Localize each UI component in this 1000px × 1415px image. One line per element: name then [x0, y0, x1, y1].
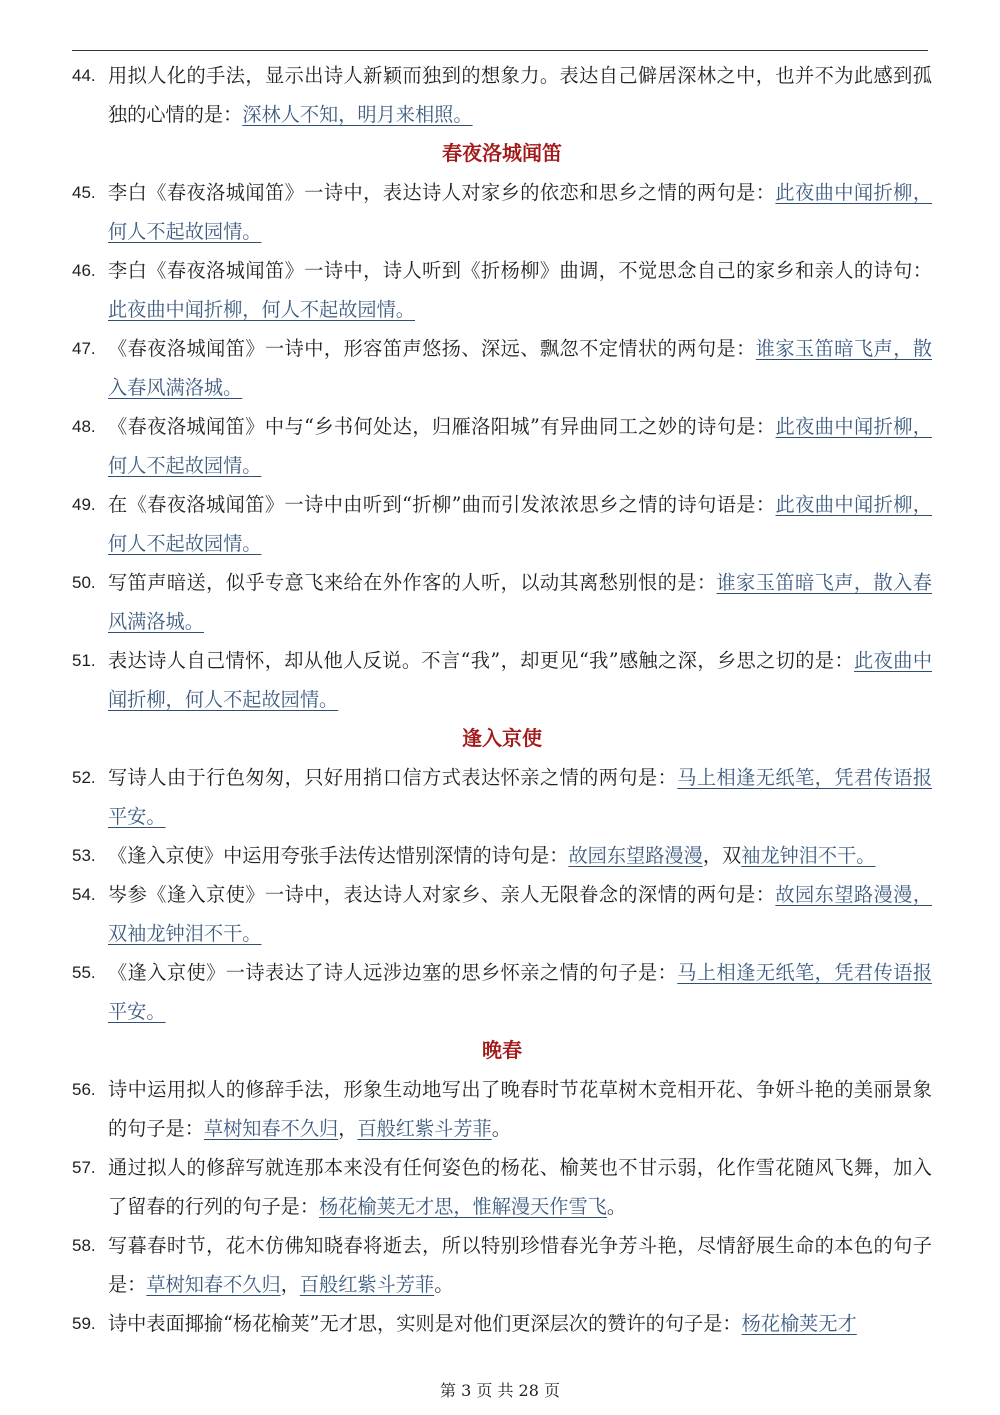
question-text: 诗中运用拟人的修辞手法，形象生动地写出了晚春时节花草树木竞相开花、争妍斗艳的美丽景象的句子是： [108, 1078, 932, 1140]
question-body [108, 1070, 932, 1148]
question-text: 《逢入京使》一诗表达了诗人远涉边塞的思乡怀亲之情的句子是： [108, 961, 678, 984]
footer-page-number: 3 [461, 1381, 472, 1400]
question-text: 岑参《逢入京使》一诗中，表达诗人对家乡、亲人无限眷念的深情的两句是： [108, 883, 776, 906]
question-text: 《逢入京使》中运用夸张手法传达惜别深情的诗句是： [108, 844, 569, 867]
question-text: 在《春夜洛城闻笛》一诗中由听到“折柳”曲而引发浓浓思乡之情的诗句语是： [108, 493, 776, 516]
question-item [72, 1148, 932, 1226]
question-text: 《春夜洛城闻笛》一诗中，形容笛声悠扬、深远、飘忽不定情状的两句是： [108, 337, 756, 360]
question-item [72, 329, 932, 407]
question-item [72, 1226, 932, 1304]
question-body [108, 407, 932, 485]
answer-trailing-text: ，双 [702, 844, 742, 867]
answer-text: 杨花榆荚无才思，惟解漫天作雪飞 [319, 1195, 607, 1218]
question-body [108, 1304, 932, 1343]
answer-trailing-text-2: 。 [491, 1117, 511, 1140]
question-item [72, 1070, 932, 1148]
question-number: 57. [72, 1158, 96, 1177]
answer-text-part2: 百般红紫斗芳菲 [357, 1117, 492, 1140]
question-text: 诗中表面揶揄“杨花榆荚”无才思，实则是对他们更深层次的赞许的句子是： [108, 1312, 742, 1335]
section-heading: 晚春 [482, 1038, 522, 1062]
question-body [108, 953, 932, 1031]
question-body [108, 1148, 932, 1226]
question-item [72, 56, 932, 134]
answer-text: 草树知春不久归 [146, 1273, 281, 1296]
question-item [72, 1304, 932, 1343]
question-body [108, 251, 932, 329]
question-text: 表达诗人自己情怀，却从他人反说。不言“我”，却更见“我”感触之深，乡思之切的是： [108, 649, 855, 672]
question-number: 46. [72, 261, 96, 280]
question-item [72, 173, 932, 251]
answer-text: 此夜曲中闻折柳，何人不起故园情。 [108, 649, 933, 711]
question-item [72, 953, 932, 1031]
question-item [72, 251, 932, 329]
top-rule [72, 50, 928, 51]
answer-text: 深林人不知，明月来相照。 [242, 103, 473, 126]
answer-text: 此夜曲中闻折柳，何人不起故园情。 [108, 181, 933, 243]
footer-suffix: 页 [538, 1381, 560, 1400]
question-number: 48. [72, 417, 96, 436]
document-body [72, 56, 932, 1343]
answer-text: 此夜曲中闻折柳，何人不起故园情。 [108, 298, 415, 321]
answer-text: 此夜曲中闻折柳，何人不起故园情。 [108, 415, 932, 477]
answer-trailing-text: ， [280, 1273, 300, 1296]
question-number: 49. [72, 495, 96, 514]
answer-text: 草树知春不久归 [203, 1117, 339, 1140]
question-body [108, 875, 932, 953]
question-item [72, 641, 932, 719]
answer-text-part2: 袖龙钟泪不干。 [741, 844, 876, 867]
question-body [108, 173, 932, 251]
question-item [72, 407, 932, 485]
question-text: 李白《春夜洛城闻笛》一诗中，表达诗人对家乡的依恋和思乡之情的两句是： [108, 181, 776, 204]
question-number: 59. [72, 1314, 96, 1333]
answer-text: 故园东望路漫漫 [568, 844, 703, 867]
answer-trailing-text: ， [338, 1117, 358, 1140]
answer-text: 此夜曲中闻折柳，何人不起故园情。 [108, 493, 932, 555]
question-item [72, 485, 932, 563]
question-body [108, 329, 932, 407]
question-number: 54. [72, 885, 96, 904]
question-number: 51. [72, 651, 96, 670]
question-number: 47. [72, 339, 96, 358]
question-text: 《春夜洛城闻笛》中与“乡书何处达，归雁洛阳城”有异曲同工之妙的诗句是： [108, 415, 776, 438]
answer-text-part2: 百般红紫斗芳菲 [299, 1273, 435, 1296]
answer-trailing-text-2: 。 [434, 1273, 454, 1296]
footer-total-pages: 28 [518, 1381, 539, 1400]
question-number: 55. [72, 963, 96, 982]
answer-text: 杨花榆荚无才 [741, 1312, 857, 1335]
question-text: 写诗人由于行色匆匆，只好用捎口信方式表达怀亲之情的两句是： [108, 766, 678, 789]
footer-prefix: 第 [440, 1381, 462, 1400]
question-body [108, 758, 932, 836]
question-number: 44. [72, 66, 96, 85]
question-number: 50. [72, 573, 96, 592]
question-number: 52. [72, 768, 96, 787]
question-item [72, 758, 932, 836]
answer-text: 马上相逢无纸笔，凭君传语报平安。 [108, 961, 933, 1023]
question-body [108, 563, 932, 641]
question-body [108, 836, 932, 875]
question-text: 写笛声暗送，似乎专意飞来给在外作客的人听，以动其离愁别恨的是： [108, 571, 717, 594]
question-body [108, 56, 932, 134]
question-number: 56. [72, 1080, 96, 1099]
question-number: 58. [72, 1236, 96, 1255]
question-text: 用拟人化的手法，显示出诗人新颖而独到的想象力。表达自己僻居深林之中，也并不为此感到孤独的心情的是： [108, 64, 932, 126]
question-text: 写暮春时节，花木仿佛知晓春将逝去，所以特别珍惜春光争芳斗艳，尽情舒展生命的本色的句子是： [108, 1234, 932, 1296]
answer-text: 谁家玉笛暗飞声，散入春风满洛城。 [108, 571, 932, 633]
answer-text: 马上相逢无纸笔，凭君传语报平安。 [108, 766, 933, 828]
question-number: 53. [72, 846, 96, 865]
page-footer [0, 1378, 1000, 1401]
question-text: 李白《春夜洛城闻笛》一诗中，诗人听到《折杨柳》曲调，不觉思念自己的家乡和亲人的诗句： [108, 259, 932, 282]
question-item [72, 563, 932, 641]
answer-text: 谁家玉笛暗飞声，散入春风满洛城。 [108, 337, 933, 399]
question-number: 45. [72, 183, 96, 202]
question-item [72, 875, 932, 953]
question-text: 通过拟人的修辞写就连那本来没有任何姿色的杨花、榆荚也不甘示弱，化作雪花随风飞舞，加入了留春的行列的句子是： [108, 1156, 932, 1218]
question-body [108, 1226, 932, 1304]
footer-middle: 页 共 [471, 1381, 519, 1400]
section-heading: 逢入京使 [462, 726, 542, 750]
question-body [108, 485, 932, 563]
question-body [108, 641, 932, 719]
answer-trailing-text: 。 [606, 1195, 627, 1218]
question-item [72, 836, 932, 875]
answer-text: 故园东望路漫漫，双袖龙钟泪不干。 [108, 883, 933, 945]
section-heading: 春夜洛城闻笛 [442, 141, 562, 165]
